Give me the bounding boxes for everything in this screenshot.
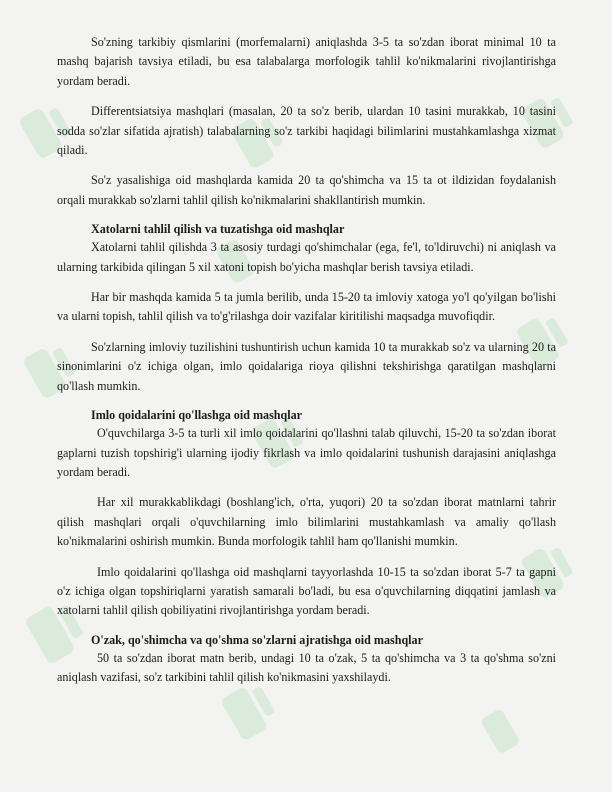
paragraph-root-affix-task: 50 ta so'zdan iborat matn berib, undagi 10 ta o'zak, 5 ta qo'shimcha va 3 ta qo'shma so'zni aniqlash vazifasi, so'z tarkibini tahlil qilish ko'nikmasini yaxshilaydi.	[57, 650, 556, 685]
paragraph-error-analysis: Xatolarni tahlil qilishda 3 ta asosiy turdagi qo'shimchalar (ega, fe'l, to'ldiruvchi) ni aniqlash va ularning tarkibida qilingan 5 xil xatoni topish bo'yicha mashqlar berish tavsiya etiladi.	[57, 240, 556, 274]
paragraph-spelling-structure: So'zlarning imloviy tuzilishini tushuntirish uchun kamida 10 ta murakkab so'z va ularning 20 ta sinonimlarini o'z ichiga olgan, imlo qoidalariga rioya qilishni tekshirishga qaratilgan mashqlarni qo'llash mumkin.	[57, 339, 556, 393]
paragraph-text-editing: Har xil murakkablikdagi (boshlang'ich, o'rta, yuqori) 20 ta so'zdan iborat matnlarni tahrir qilish mashqlari orqali o'quvchilarning imlo bilimlarini mustahkamlash va amaliy qo'llash ko'nikmalarini oshirish mumkin. Bunda morfologik tahlil ham qo'llanishi mumkin.	[57, 495, 556, 549]
paragraph-task-preparation: Imlo qoidalarini qo'llashga oid mashqlarni tayyorlashda 10-15 ta so'zdan iborat 5-7 ta gapni o'z ichiga olgan topshiriqlarni yaratish samarali bo'ladi, bu esa o'quvchilarning diqqatini jamlash va xatolarni tahlil qilish qobiliyatini rivojlantirishga yordam beradi.	[57, 564, 556, 618]
section-heading-root-affix: O'zak, qo'shimcha va qo'shma so'zlarni ajratishga oid mashqlar	[91, 632, 423, 647]
paragraph-sentence-composition: O'quvchilarga 3-5 ta turli xil imlo qoidalarini qo'llashni talab qiluvchi, 15-20 ta so'zdan iborat gaplarni tuzish topshirig'i ularning ijodiy fikrlash va imlo qoidalarini tushunish darajasini aniqlashga yordam beradi.	[57, 426, 556, 479]
section-heading-spelling-rules: Imlo qoidalarini qo'llashga oid mashqlar	[91, 408, 303, 423]
section-heading-error-analysis: Xatolarni tahlil qilish va tuzatishga oid mashqlar	[91, 222, 345, 237]
paragraph-morpheme-exercises: So'zning tarkibiy qismlarini (morfemalarni) aniqlashda 3-5 ta so'zdan iborat minimal 10 ta mashq bajarish tavsiya etiladi, bu esa talabalarga morfologik tahlil ko'nikmalarini rivojlantirishga yordam beradi.	[57, 35, 556, 88]
paragraph-sentence-errors: Har bir mashqda kamida 5 ta jumla berilib, unda 15-20 ta imloviy xatoga yo'l qo'yilgan bo'lishi va ularni topish, tahlil qilish va to'g'rilashga doir vazifalar kiritilishi maqsadga muvofiqdir.	[57, 290, 556, 324]
document-body	[57, 33, 556, 688]
paragraph-word-formation: So'z yasalishiga oid mashqlarda kamida 20 ta qo'shimcha va 15 ta ot ildizidan foydalanish orqali murakkab so'zlarni tahlil qilish ko'nikmalarini shakllantirish mumkin.	[57, 173, 556, 207]
paragraph-differentiation-exercises: Differentsiatsiya mashqlari (masalan, 20 ta so'z berib, ulardan 10 tasini murakkab, 10 tasini sodda so'zlar sifatida ajratish) talabalarning so'z tarkibi haqidagi bilimlarini mustahkamlashga xizmat qiladi.	[57, 104, 556, 158]
